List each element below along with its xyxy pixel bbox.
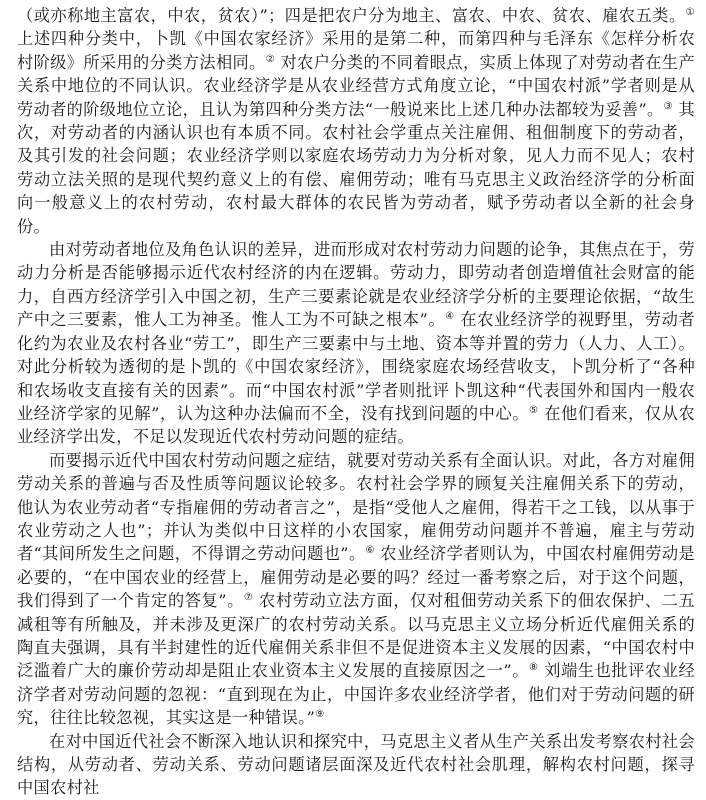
text-segment: 其次，对劳动者的内涵认识也有本质不同。农村社会学重点关注雇佣、租佃制度下的劳动者，及其引发的社会问题；农业经济学则以家庭农场劳动力为分析对象，见人力而不见人；农村劳动立法关照的是现代契约意义上的有偿、雇佣劳动；唯有马克思主义政治经济学的分析面向一般意义上的农村劳动，农村最大群体的农民皆为劳动者，赋予劳动者以全新的社会身份。 [17, 99, 695, 236]
text-segment: 对农户分类的不同着眼点，实质上体现了对劳动者在生产关系中地位的不同认识。农业经济学是从农业经营方式角度立论，“中国农村派”学者则是从劳动者的阶级地位立论，且认为第四种分类方法“一般说来比上述几种办法都较为妥善”。 [17, 52, 695, 119]
text-segment: 农村劳动立法方面，仅对租佃劳动关系下的佃农保护、二五减租等有所触及，并未涉及更深广的农村劳动关系。以马克思主义立场分析近代雇佣关系的陶直夫强调，具有半封建性的近代雇佣关系非但不是促进资本主义发展的因素，“中国农村中泛滥着广大的廉价劳动却是阻止农业资本主义发展的直接原因之一”。 [17, 591, 695, 681]
footnote-marker: ⑤ [529, 404, 539, 416]
footnote-marker: ④ [445, 311, 455, 323]
footnote-marker: ② [265, 53, 276, 65]
paragraph [17, 238, 695, 449]
text-segment: （或亦称地主富农，中农，贫农）”；四是把农户分为地主、富农、中农、贫农、雇农五类。 [17, 6, 686, 25]
text-segment: 在他们看来，仅从农业经济学出发，不足以发现近代农村劳动问题的症结。 [17, 403, 695, 447]
text-segment: 刘端生也批评农业经济学者对劳动问题的忽视：“直到现在为止，中国许多农业经济学者，他们对于劳动问题的研究，往往比较忽视，其实这是一种错误。” [17, 661, 695, 728]
text-segment: 农业经济学者则认为，中国农村雇佣劳动是必要的，“在中国农业的经营上，雇佣劳动是必要的吗？经过一番考察之后，对于这个问题，我们得到了一个肯定的答复”。 [17, 544, 695, 611]
text-segment: 而要揭示近代中国农村劳动问题之症结，就要对劳动关系有全面认识。对此，各方对雇佣劳动关系的普遍与否及性质等问题议论较多。农村社会学界的顾复关注雇佣关系下的劳动，他认为农业劳动者“专指雇佣的劳动者言之”，是指“受他人之雇佣，得若干之工钱，以从事于农业劳动之人也”；并认为类似中日这样的小农国家，雇佣劳动问题并不普遍，雇主与劳动者“其间所发生之问题，不得谓之劳动问题也”。 [17, 450, 695, 564]
footnote-marker: ⑥ [365, 545, 375, 557]
text-segment: 在对中国近代社会不断深入地认识和探究中，马克思主义者从生产关系出发考察农村社会结构，从劳动者、劳动关系、劳动问题诸层面深及近代农村社会肌理，解构农村问题，探寻中国农村社 [17, 731, 695, 798]
text-segment: 上述四种分类中，卜凯《中国农家经济》采用的是第二种，而第四种与毛泽东《怎样分析农村阶级》所采用的分类方法相同。 [17, 29, 695, 72]
paragraph [17, 730, 695, 800]
footnote-marker: ③ [663, 100, 673, 112]
paragraph [17, 449, 695, 730]
text-segment: 在农业经济学的视野里，劳动者化约为农业及农村各业“劳工”，即生产三要素中与土地、资本等并置的劳力（人力、人工）。对此分析较为透彻的是卜凯的《中国农家经济》，围绕家庭农场经营收支，卜凯分析了“各种和农场收支直接有关的因素”。而“中国农村派”学者则批评卜凯这种“代表国外和国内一般农业经济学家的见解”，认为这种办法偏而不全，没有找到问题的中心。 [17, 310, 695, 423]
text-segment: 由对劳动者地位及角色认识的差异，进而形成对农村劳动力问题的论争，其焦点在于，劳动力分析是否能够揭示近代农村经济的内在逻辑。劳动力，即劳动者创造增值社会财富的能力，自西方经济学引入中国之初，生产三要素论就是农业经济学分析的主要理论依据，“故生产中之三要素，惟人工为神圣。惟人工为不可缺之根本”。 [17, 240, 695, 330]
footnote-marker: ⑧ [529, 662, 539, 674]
footnote-marker: ① [685, 7, 695, 18]
footnote-marker: ⑨ [315, 709, 325, 721]
footnote-marker: ⑦ [243, 592, 254, 604]
paragraph [17, 4, 695, 238]
document-body [17, 4, 695, 800]
